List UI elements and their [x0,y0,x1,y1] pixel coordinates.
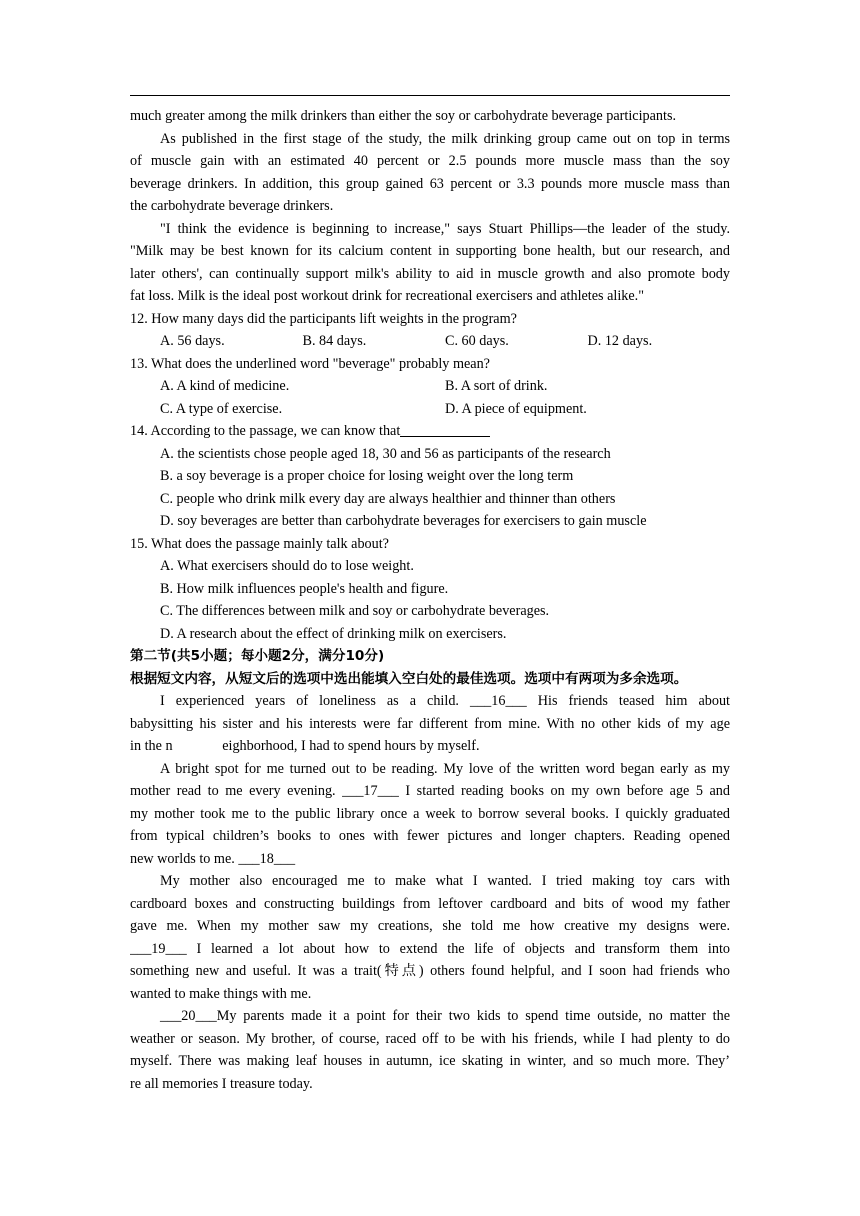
question-15 [130,533,730,646]
question-stem-row [130,420,730,443]
options-row [130,330,730,353]
option-b: B. a soy beverage is a proper choice for losing weight over the long term [160,468,574,484]
section-2 [130,645,730,690]
answer-blank [400,421,490,437]
text-line: my mother took me to the public library once a week to borrow several books. I quickly graduated [130,805,730,822]
question-14 [130,420,730,533]
text-line: ___19___ I learned a lot about how to extend the life of objects and transform them into [130,940,730,957]
text-line: much greater among the milk drinkers than either the soy or carbohydrate beverage participants. [130,108,677,124]
text-line: re all memories I treasure today. [130,1075,313,1092]
option-b: B. 84 days. [302,333,367,349]
text-line: in the n eighborhood, I had to spend hours by myself. [130,738,480,754]
option-d: D. A piece of equipment. [445,400,587,417]
option-a: A. the scientists chose people aged 18, 30 and 56 as participants of the research [160,445,611,462]
text-line: A bright spot for me turned out to be reading. My love of the written word began early as my [160,760,730,777]
text-line: As published in the first stage of the study, the milk drinking group came out on top in terms [160,130,730,147]
option-c: C. 60 days. [445,333,509,349]
paragraph [130,218,730,308]
options-row [130,398,730,421]
paragraph [130,758,730,871]
text-line: later others', can continually support milk's ability to aid in muscle growth and also promote body [130,265,730,282]
option-a: A. What exercisers should do to lose weight. [160,558,414,574]
option-b: B. A sort of drink. [445,378,548,394]
text-line: myself. There was making leaf houses in autumn, ice skating in winter, and so much more. They’ [130,1053,730,1069]
option-b: B. How milk influences people's health and figure. [160,580,449,597]
passage-a [130,105,730,308]
paragraph [130,870,730,1005]
document-page [130,105,730,1095]
options-row [130,375,730,398]
paragraph [130,128,730,218]
text-line: the carbohydrate beverage drinkers. [130,198,334,214]
header-rule [130,95,730,96]
text-line: ___20___My parents made it a point for their two kids to spend time outside, no matter the [160,1008,730,1024]
question-13 [130,353,730,421]
option-c: C. people who drink milk every day are always healthier and thinner than others [160,490,616,507]
text-line: wanted to make things with me. [130,985,312,1002]
question-stem: 15. What does the passage mainly talk about? [130,535,389,552]
text-line: weather or season. My brother, of course, raced off to be with his friends, while I had plenty to do [130,1030,730,1047]
text-line: from typical children’s books to ones with fewer pictures and longer chapters. Reading opened [130,828,730,844]
paragraph [130,690,730,758]
text-line: cardboard boxes and constructing buildings from leftover cardboard and bits of wood my father [130,895,730,912]
text-line: "Milk may be best known for its calcium content in supporting bone health, but our research, and [130,243,730,259]
paragraph [130,1005,730,1095]
text-line: gave me. When my mother saw my creations, she told me how creative my designs were. [130,918,730,934]
text-line: beverage drinkers. In addition, this group gained 63 percent or 3.3 pounds more muscle mass than [130,175,730,192]
text-line: "I think the evidence is beginning to increase," says Stuart Phillips—the leader of the study. [160,220,730,237]
text-line: I experienced years of loneliness as a child. ___16___ His friends teased him about [160,693,730,709]
text-line: fat loss. Milk is the ideal post workout drink for recreational exercisers and athletes alike." [130,288,645,304]
question-stem: 14. According to the passage, we can know that [130,423,401,439]
text-line: mother read to me every evening. ___17___ I started reading books on my own before age 5 and [130,783,730,799]
section-heading: 第二节(共5小题；每小题2分，满分10分) [130,648,385,664]
text-line: My mother also encouraged me to make what I wanted. I tried making toy cars with [160,873,730,889]
option-a: A. A kind of medicine. [160,378,290,394]
question-stem: 12. How many days did the participants lift weights in the program? [130,310,517,327]
text-line: new worlds to me. ___18___ [130,850,296,867]
option-d: D. soy beverages are better than carbohydrate beverages for exercisers to gain muscle [160,513,647,529]
question-12 [130,308,730,353]
option-d: D. 12 days. [587,333,653,349]
passage-b [130,690,730,1095]
section-instruction: 根据短文内容，从短文后的选项中选出能填入空白处的最佳选项。选项中有两项为多余选项。 [130,670,688,687]
option-a: A. 56 days. [160,333,225,349]
option-c: C. The differences between milk and soy or carbohydrate beverages. [160,603,550,619]
text-line: something new and useful. It was a trait(特点) others found helpful, and I soon had friends who [130,963,730,979]
text-line: babysitting his sister and his interests were far different from mine. With no other kids of my age [130,715,730,732]
option-d: D. A research about the effect of drinking milk on exercisers. [160,625,507,642]
question-stem: 13. What does the underlined word "beverage" probably mean? [130,355,490,372]
text-line: of muscle gain with an estimated 40 percent or 2.5 pounds more muscle mass than the soy [130,153,730,169]
option-c: C. A type of exercise. [160,400,283,417]
